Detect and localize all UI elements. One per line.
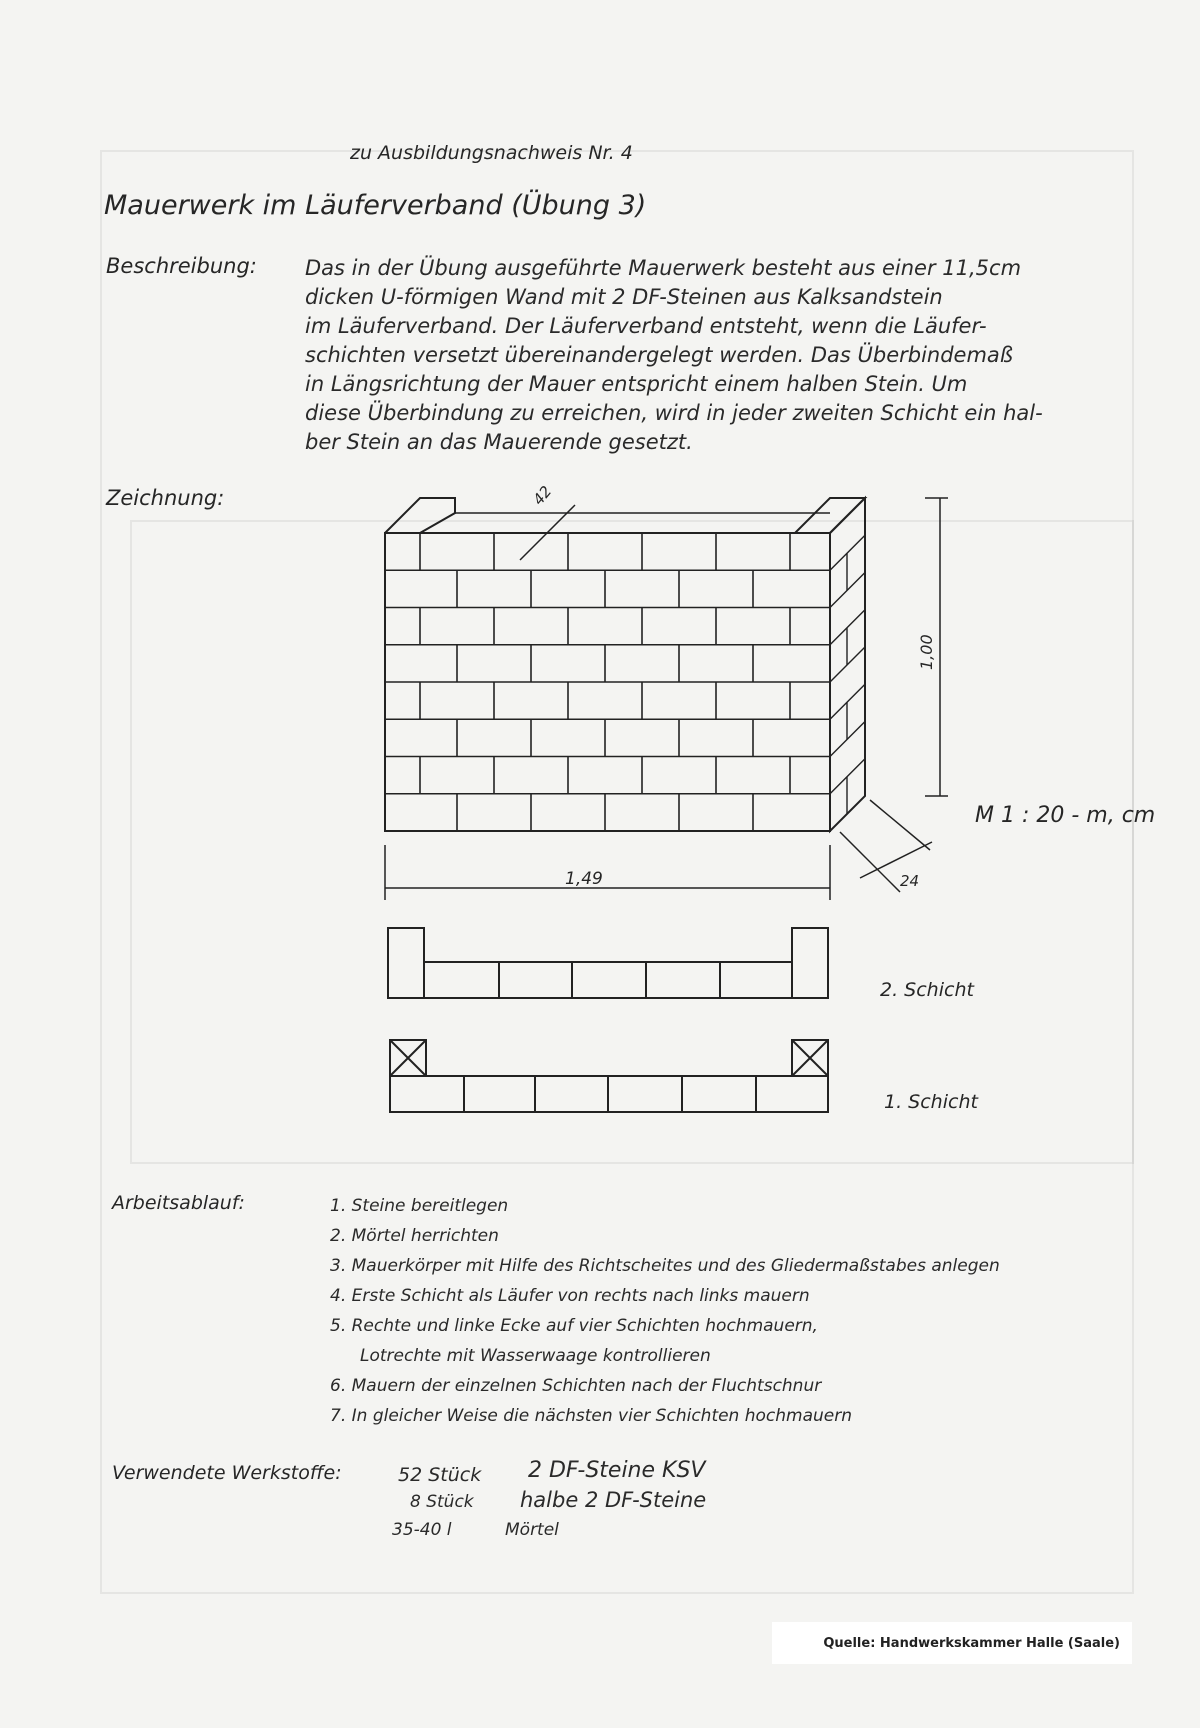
description-line: Das in der Übung ausgeführte Mauerwerk besteht aus einer 11,5cm (305, 256, 1022, 280)
layer2-label: 2. Schicht (880, 979, 974, 1001)
description-line: in Längsrichtung der Mauer entspricht einem halben Stein. Um (305, 372, 968, 396)
procedure-step: 5. Rechte und linke Ecke auf vier Schichten hochmauern, (330, 1316, 818, 1336)
procedure-step: 2. Mörtel herrichten (330, 1226, 499, 1246)
material-item: 2 DF-Steine KSV (528, 1458, 706, 1483)
procedure-label: Arbeitsablauf: (112, 1192, 245, 1214)
description-line: schichten versetzt übereinandergelegt werden. Das Überbindemaß (305, 343, 1014, 367)
dim-bottom-depth: 24 (900, 872, 920, 890)
materials-label: Verwendete Werkstoffe: (112, 1462, 342, 1484)
reference-note: zu Ausbildungsnachweis Nr. 4 (350, 142, 633, 164)
layer1-label: 1. Schicht (884, 1091, 978, 1113)
procedure-step: 4. Erste Schicht als Läufer von rechts nach links mauern (330, 1286, 810, 1306)
drawing-label: Zeichnung: (106, 486, 225, 510)
procedure-step: 1. Steine bereitlegen (330, 1196, 509, 1216)
layer2-plan (388, 928, 828, 998)
source-note: Quelle: Handwerkskammer Halle (Saale) (772, 1622, 1132, 1664)
procedure-step: 3. Mauerkörper mit Hilfe des Richtscheites und des Gliedermaßstabes anlegen (330, 1256, 1000, 1276)
dim-width: 1,49 (565, 869, 603, 889)
material-qty: 52 Stück (398, 1464, 482, 1486)
layer1-plan (390, 1040, 828, 1112)
description-line: ber Stein an das Mauerende gesetzt. (305, 430, 693, 454)
scale-note: M 1 : 20 - m, cm (975, 803, 1156, 828)
material-item: Mörtel (505, 1520, 559, 1540)
procedure-step: 6. Mauern der einzelnen Schichten nach der Fluchtschnur (330, 1376, 822, 1396)
dim-top-depth: 42 (529, 482, 556, 509)
description-line: diese Überbindung zu erreichen, wird in jeder zweiten Schicht ein hal- (305, 401, 1043, 425)
material-qty: 35-40 l (392, 1520, 452, 1540)
material-qty: 8 Stück (410, 1492, 474, 1512)
material-item: halbe 2 DF-Steine (520, 1488, 707, 1512)
description-line: im Läuferverband. Der Läuferverband entsteht, wenn die Läufer- (305, 314, 987, 338)
dim-height: 1,00 (917, 634, 936, 670)
procedure-step: 7. In gleicher Weise die nächsten vier Schichten hochmauern (330, 1406, 853, 1426)
description-label: Beschreibung: (106, 254, 257, 278)
description-line: dicken U-förmigen Wand mit 2 DF-Steinen aus Kalksandstein (305, 285, 943, 309)
procedure-step: Lotrechte mit Wasserwaage kontrollieren (360, 1346, 711, 1366)
page-title: Mauerwerk im Läuferverband (Übung 3) (104, 190, 647, 221)
